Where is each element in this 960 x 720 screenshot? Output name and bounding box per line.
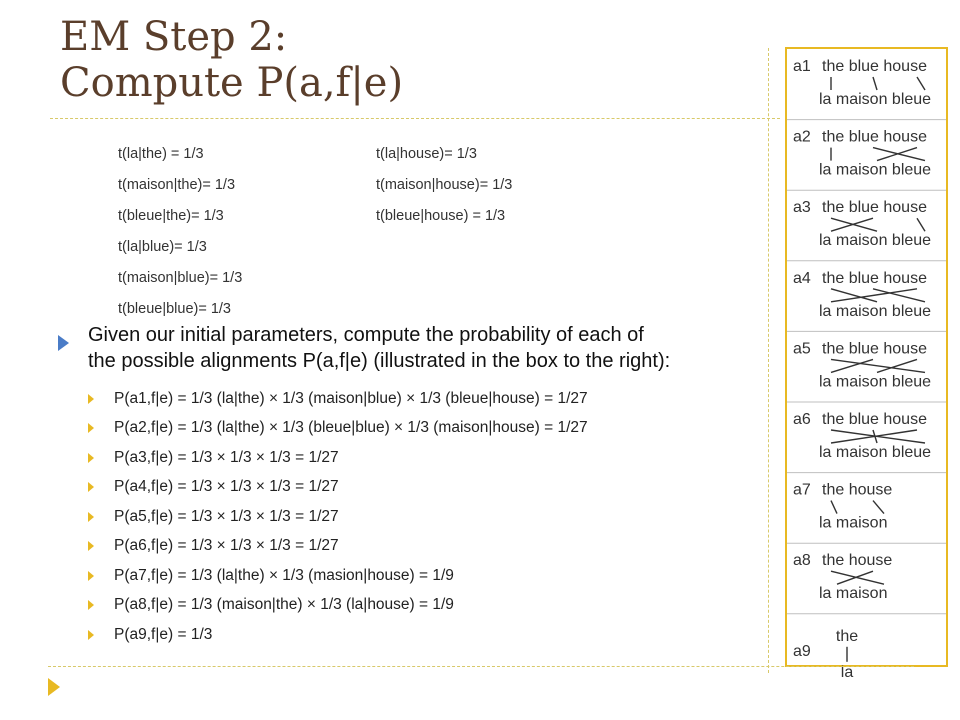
alignment-label: a3 <box>793 199 811 217</box>
list-item-text: P(a7,f|e) = 1/3 (la|the) × 1/3 (masion|house) = 1/9 <box>114 566 454 584</box>
main-bullet-line1: Given our initial parameters, compute the probability of each of <box>88 324 644 346</box>
english-sentence: the blue house <box>822 269 927 287</box>
alignment-label: a5 <box>793 340 811 358</box>
french-sentence: la maison bleue <box>819 91 932 108</box>
bullet-arrow-icon <box>88 541 94 551</box>
param-row <box>118 262 598 293</box>
param-row <box>118 200 598 231</box>
list-item-text: P(a9,f|e) = 1/3 <box>114 625 213 643</box>
english-sentence: the blue house <box>822 340 927 358</box>
bottom-divider <box>48 666 914 667</box>
list-item-text: P(a2,f|e) = 1/3 (la|the) × 1/3 (bleue|blue) × 1/3 (maison|house) = 1/27 <box>114 419 588 437</box>
bullet-arrow-icon <box>88 630 94 640</box>
english-sentence: the blue house <box>822 199 927 217</box>
param-row <box>118 293 598 324</box>
param-row <box>118 169 598 200</box>
alignment-label: a8 <box>793 552 811 570</box>
list-item <box>88 620 778 650</box>
list-item-text: P(a3,f|e) = 1/3 × 1/3 × 1/3 = 1/27 <box>114 448 339 466</box>
french-sentence: la maison <box>819 514 888 532</box>
bullet-arrow-icon <box>88 482 94 492</box>
english-sentence: the house <box>822 552 893 570</box>
french-sentence: la maison bleue <box>819 302 932 320</box>
alignment-label: a9 <box>793 642 811 660</box>
list-item <box>88 414 778 444</box>
list-item <box>88 473 778 503</box>
list-item <box>88 443 778 473</box>
alignment-link <box>873 501 884 514</box>
main-bullet-text <box>88 322 748 374</box>
bullet-arrow-icon <box>88 600 94 610</box>
slide-title-line2: Compute P(a,f|e) <box>60 60 404 106</box>
alignment-link <box>873 77 877 90</box>
param-right: t(bleue|house) = 1/3 <box>376 207 506 224</box>
list-item <box>88 502 778 532</box>
list-item-text: P(a8,f|e) = 1/3 (maison|the) × 1/3 (la|house) = 1/9 <box>114 596 454 614</box>
slide-title-line1: EM Step 2: <box>60 14 288 60</box>
alignment-label: a6 <box>793 411 811 428</box>
alignment-link <box>831 501 837 514</box>
alignment-link <box>831 359 873 372</box>
param-left: t(la|blue)= 1/3 <box>118 238 207 255</box>
alignment-link <box>917 77 925 90</box>
list-item <box>88 384 778 414</box>
alignment-label: a1 <box>793 58 811 75</box>
param-left: t(maison|the)= 1/3 <box>118 176 236 193</box>
list-item <box>88 561 778 591</box>
alignment-label: a4 <box>793 269 811 287</box>
bullet-arrow-icon <box>88 423 94 433</box>
french-sentence: la maison bleue <box>819 161 932 179</box>
french-sentence: la maison <box>819 585 888 603</box>
alignments-panel <box>785 47 948 681</box>
bullet-arrow-icon <box>88 571 94 581</box>
list-item-text: P(a4,f|e) = 1/3 × 1/3 × 1/3 = 1/27 <box>114 478 339 496</box>
list-item-text: P(a5,f|e) = 1/3 × 1/3 × 1/3 = 1/27 <box>114 507 339 525</box>
alignment-link <box>837 571 873 584</box>
english-sentence: the blue house <box>822 58 927 75</box>
main-bullet-arrow-icon <box>58 335 69 351</box>
param-left: t(la|the) = 1/3 <box>118 145 204 162</box>
bullet-arrow-icon <box>88 394 94 404</box>
alignment-link <box>831 571 884 584</box>
param-right: t(la|house)= 1/3 <box>376 145 477 162</box>
french-sentence: la maison bleue <box>819 444 932 461</box>
english-sentence: the house <box>822 481 893 499</box>
slide-bullet-arrow-icon <box>48 678 60 696</box>
main-bullet-line2: the possible alignments P(a,f|e) (illustrated in the box to the right): <box>88 350 671 372</box>
list-item-text: P(a1,f|e) = 1/3 (la|the) × 1/3 (maison|blue) × 1/3 (bleue|house) = 1/27 <box>114 389 588 407</box>
title-divider <box>50 118 780 119</box>
list-item-text: P(a6,f|e) = 1/3 × 1/3 × 1/3 = 1/27 <box>114 537 339 555</box>
param-left: t(bleue|the)= 1/3 <box>118 207 224 224</box>
slide-title <box>60 14 760 106</box>
french-sentence: la maison bleue <box>819 232 932 250</box>
param-right: t(maison|house)= 1/3 <box>376 176 513 193</box>
alignments-diagram <box>787 49 946 681</box>
alignment-link <box>917 218 925 231</box>
param-left: t(maison|blue)= 1/3 <box>118 269 243 286</box>
english-sentence: the blue house <box>822 128 927 146</box>
param-row <box>118 138 598 169</box>
alignment-link <box>831 289 917 302</box>
param-left: t(bleue|blue)= 1/3 <box>118 300 231 317</box>
english-sentence: the blue house <box>822 411 927 428</box>
list-item <box>88 591 778 621</box>
bullet-arrow-icon <box>88 453 94 463</box>
french-sentence: la maison bleue <box>819 373 932 391</box>
alignment-label: a7 <box>793 481 811 499</box>
bullet-arrow-icon <box>88 512 94 522</box>
english-sentence: the <box>835 627 859 645</box>
list-item <box>88 532 778 562</box>
param-row <box>118 231 598 262</box>
alignment-link <box>873 289 925 302</box>
probability-list <box>88 384 778 650</box>
french-sentence: la <box>840 663 854 681</box>
alignment-label: a2 <box>793 128 811 146</box>
parameter-table <box>118 138 598 324</box>
